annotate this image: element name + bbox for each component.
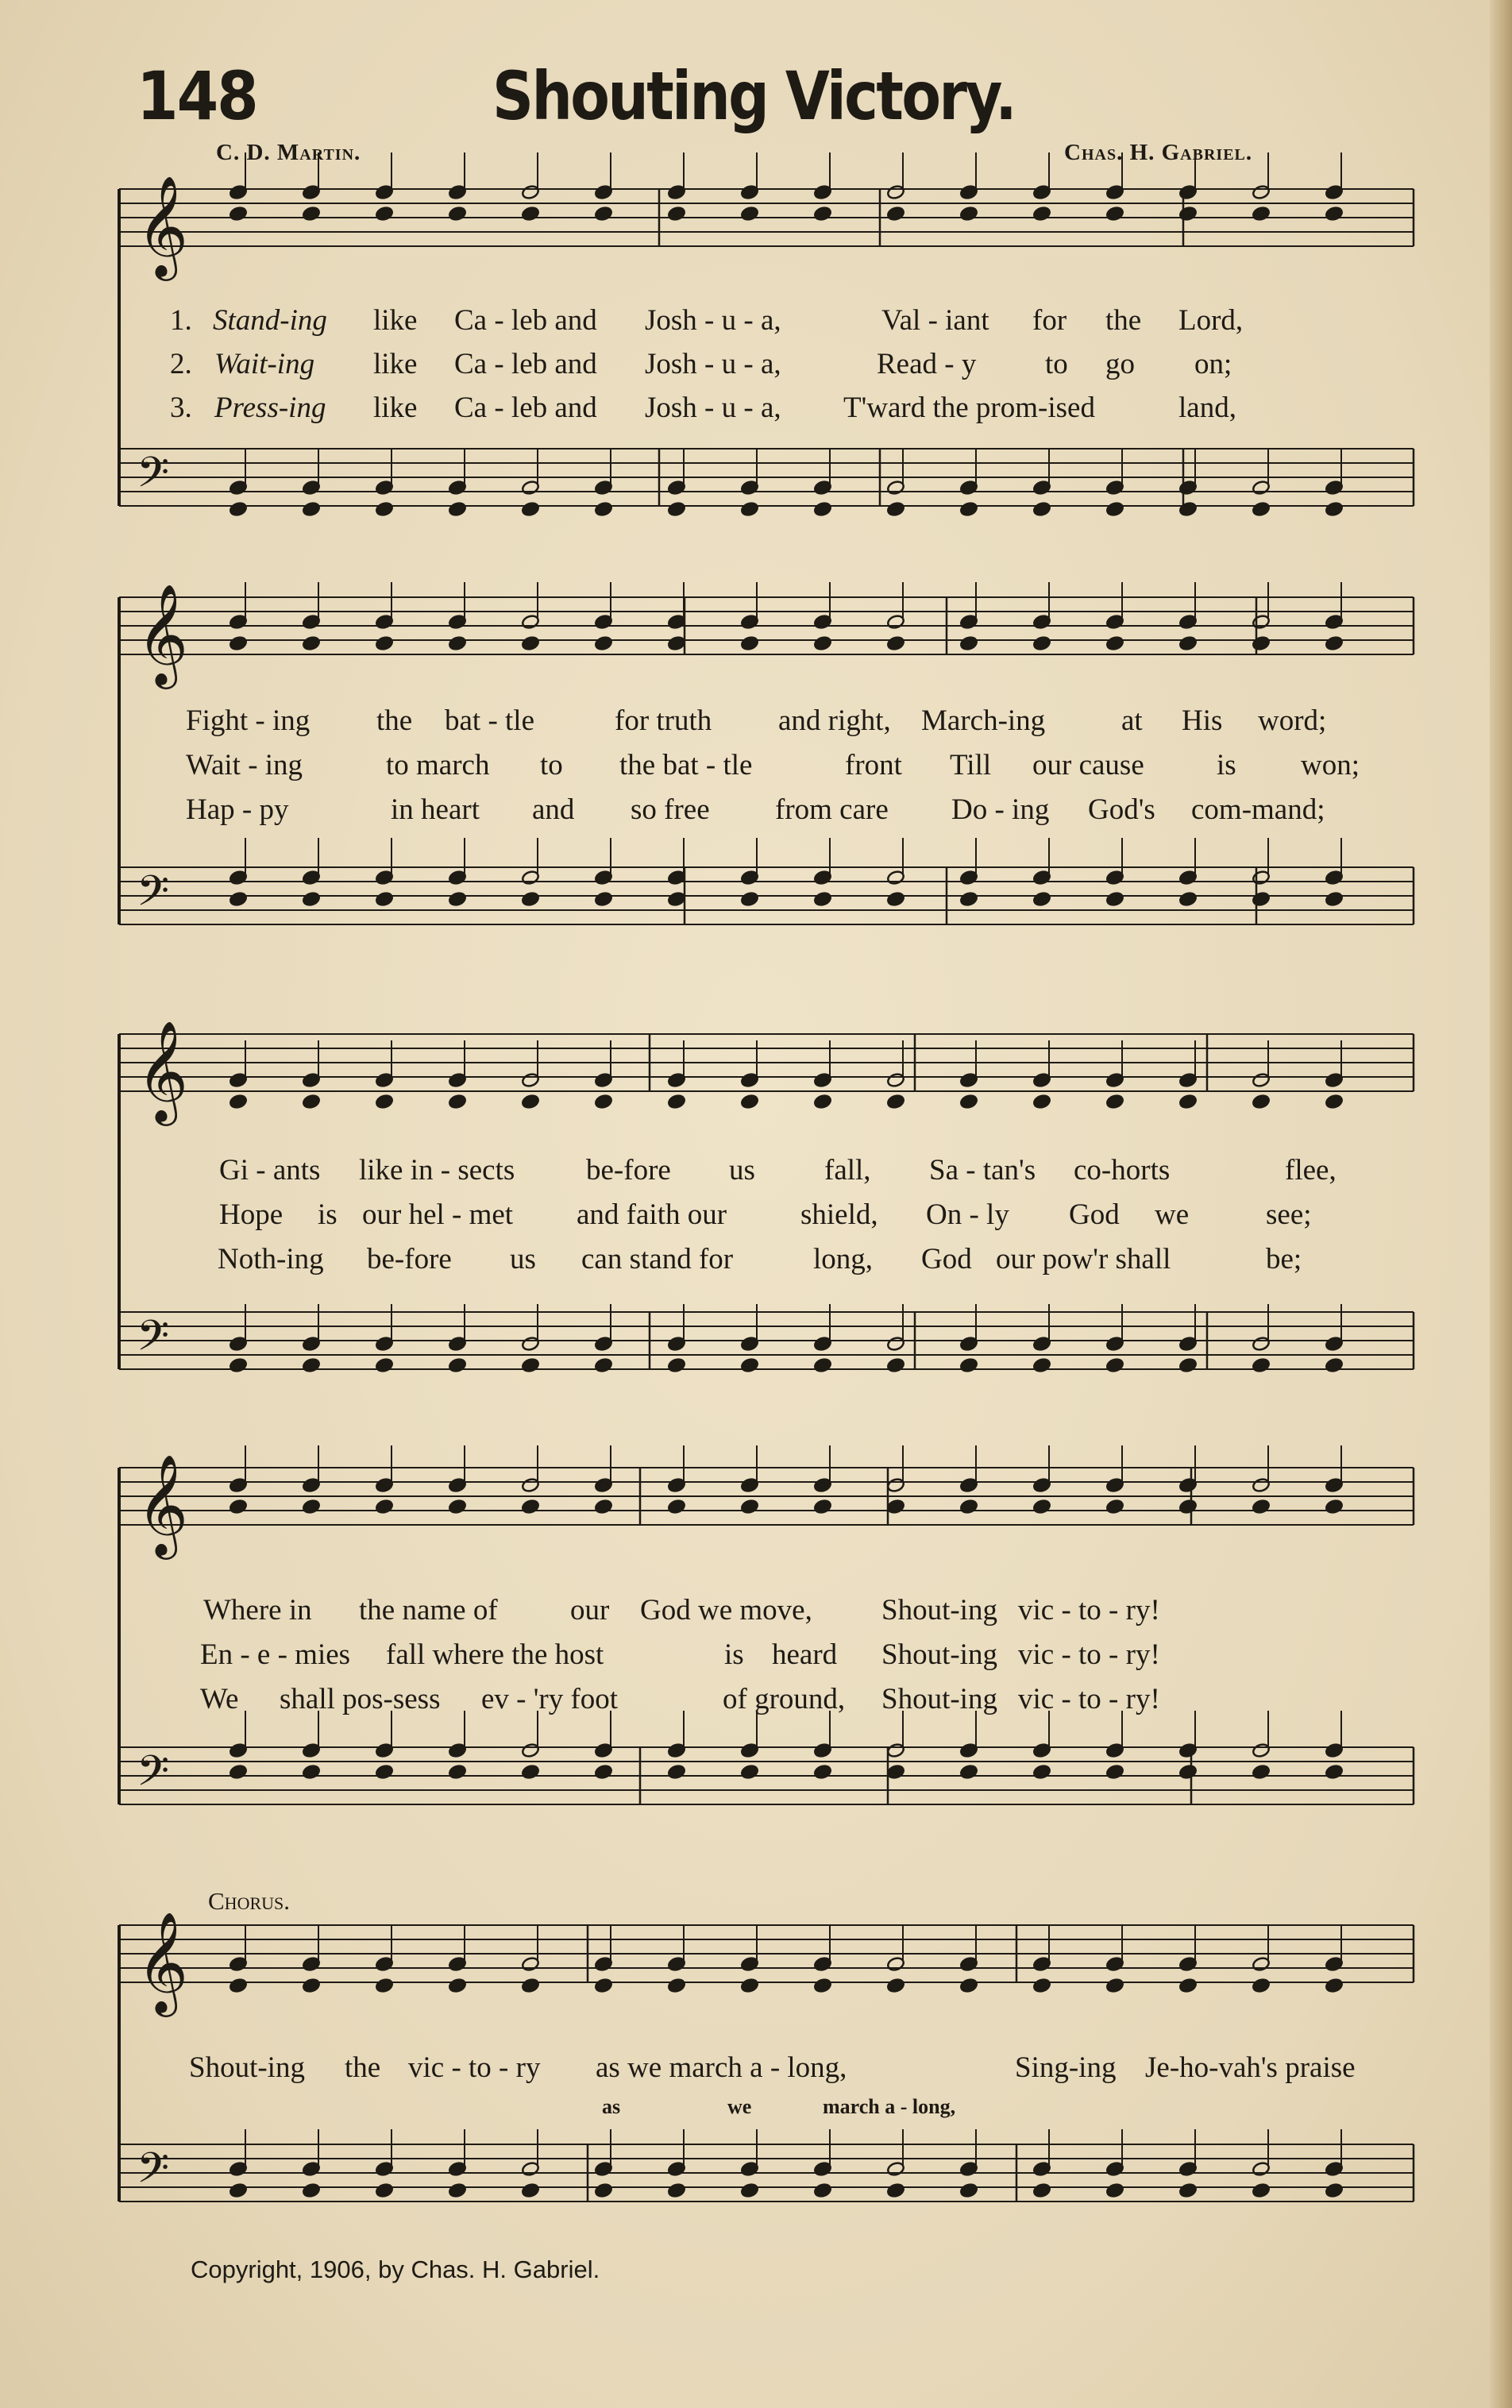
lyric-syllable: Read - y [877,348,977,380]
note-head [594,1764,613,1780]
lyric-syllable: is [724,1638,744,1671]
bass-clef-icon: 𝄢 [137,867,170,926]
lyric-syllable: for [1032,304,1067,337]
lyric-syllable: long, [813,1243,874,1275]
note-head [813,1764,832,1780]
note-head [667,501,686,517]
lyric-syllable: Where in [203,1594,312,1627]
note-head [302,501,321,517]
note-head [1032,1764,1051,1780]
note-head [740,891,759,907]
lyric-syllable: is [1217,749,1236,781]
note-head [375,1094,394,1109]
note-head [375,635,394,651]
lyric-syllable: Josh - u - a, [645,304,781,337]
lyric-syllable: vic - to - ry! [1018,1638,1160,1671]
note-head [886,1357,905,1373]
lyric-syllable: to march [386,749,490,781]
lyric-syllable: Till [950,749,992,781]
note-head [959,501,978,517]
lyric-syllable: God [1069,1198,1120,1231]
note-head [229,891,248,907]
note-head [375,1978,394,1993]
note-head [521,635,540,651]
note-head [1252,2182,1271,2198]
note-head [813,1357,832,1373]
lyric-syllable: fall where the host [386,1638,604,1671]
note-head [740,206,759,222]
lyric-syllable: T'ward the prom-ised [843,392,1095,424]
note-head [1252,1357,1271,1373]
lyric-syllable: can stand for [581,1243,734,1275]
note-head [959,1978,978,1993]
hymn-number: 148 [137,57,257,135]
note-head [1032,1499,1051,1515]
lyric-syllable: Shout-ing [881,1594,997,1627]
note-head [594,1499,613,1515]
lyric-syllable: Hope [219,1198,284,1231]
composer-credit: Chas. H. Gabriel. [1064,140,1253,165]
lyric-syllable: We [200,1683,239,1715]
bass-clef-icon: 𝄢 [137,1312,170,1371]
note-head [667,1094,686,1109]
lyric-syllable: at [1121,704,1143,737]
note-head [667,635,686,651]
note-head [375,1499,394,1515]
lyric-syllable: be-fore [367,1243,452,1275]
note-head [813,891,832,907]
lyric-syllable: Shout-ing [189,2051,305,2084]
lyric-syllable: Shout-ing [881,1683,997,1715]
lyric-syllable: land, [1178,392,1236,424]
lyric-syllable: Je-ho-vah's praise [1145,2051,1356,2084]
note-head [813,206,832,222]
note-head [521,2182,540,2198]
note-head [1178,635,1198,651]
note-head [229,1357,248,1373]
note-head [1252,501,1271,517]
lyric-syllable: us [510,1243,536,1275]
note-head [1252,1499,1271,1515]
note-head [229,635,248,651]
lyric-syllable: like [373,392,418,424]
bass-clef-icon: 𝄢 [137,2144,170,2203]
note-head [1032,1357,1051,1373]
note-head [740,1094,759,1109]
lyricist-credit: C. D. Martin. [216,140,361,165]
lyric-syllable: of ground, [723,1683,846,1715]
note-head [740,1357,759,1373]
note-head [886,1094,905,1109]
lyric-syllable: Ca - leb and [454,392,597,424]
treble-clef-icon: 𝄞 [137,1020,189,1121]
lyric-syllable: shall pos-sess [280,1683,441,1715]
lyric-syllable: like [373,304,418,337]
lyric-syllable: vic - to - ry [408,2051,541,2084]
note-head [1105,1094,1124,1109]
note-head [959,1357,978,1373]
lyric-syllable: Josh - u - a, [645,392,781,424]
bass-clef-icon: 𝄢 [137,449,170,507]
lyric-syllable: us [729,1154,755,1187]
note-head [959,2182,978,2198]
treble-clef-icon: 𝄞 [137,583,189,685]
lyric-syllable: fall, [824,1154,871,1187]
note-head [813,1499,832,1515]
note-head [229,1094,248,1109]
note-head [302,1764,321,1780]
note-head [1032,1094,1051,1109]
treble-clef-icon: 𝄞 [137,1453,189,1555]
note-head [302,1978,321,1993]
note-head [594,2182,613,2198]
lyric-syllable: as we march a - long, [596,2051,847,2084]
note-head [229,1764,248,1780]
lyric-syllable: Shout-ing [881,1638,997,1671]
note-head [375,1764,394,1780]
note-head [1178,1094,1198,1109]
note-head [302,635,321,651]
note-head [302,1094,321,1109]
lyric-syllable: word; [1258,704,1327,737]
note-head [886,2182,905,2198]
note-head [521,1764,540,1780]
lyric-syllable: Noth-ing [218,1243,324,1275]
lyric-syllable: and right, [778,704,891,737]
lyric-syllable: God's [1088,793,1155,826]
lyric-syllable: Gi - ants [219,1154,321,1187]
note-head [1325,1499,1344,1515]
treble-clef-icon: 𝄞 [137,1911,189,2012]
note-head [448,1764,467,1780]
lyric-syllable: Sa - tan's [929,1154,1036,1187]
note-head [1252,1978,1271,1993]
note-head [375,206,394,222]
note-head [375,1357,394,1373]
note-head [594,1357,613,1373]
lyric-syllable: En - e - mies [200,1638,351,1671]
note-head [302,1357,321,1373]
alt-lyric: march a - long, [823,2095,956,2118]
note-head [229,501,248,517]
note-head [1105,1499,1124,1515]
lyric-syllable: the [1105,304,1142,337]
note-head [302,206,321,222]
lyric-syllable: the bat - tle [619,749,753,781]
lyric-syllable: com-mand; [1191,793,1325,826]
treble-clef-icon: 𝄞 [137,175,189,276]
note-head [521,206,540,222]
note-head [886,891,905,907]
lyric-syllable: front [845,749,902,781]
note-head [667,1499,686,1515]
note-head [1032,891,1051,907]
lyric-syllable: bat - tle [445,704,535,737]
lyric-syllable: Do - ing [951,793,1050,826]
bass-clef-icon: 𝄢 [137,1747,170,1806]
lyric-syllable: shield, [800,1198,878,1231]
note-head [667,1978,686,1993]
note-head [1325,1978,1344,1993]
lyric-syllable: On - ly [926,1198,1009,1231]
note-head [1252,206,1271,222]
note-head [375,891,394,907]
lyric-syllable: Wait-ing [214,348,315,380]
note-head [1105,891,1124,907]
note-head [740,1499,759,1515]
note-head [667,206,686,222]
note-head [740,1764,759,1780]
note-head [1178,1978,1198,1993]
lyric-syllable: and [532,793,575,826]
alt-lyric: we [727,2095,752,2118]
note-head [521,1499,540,1515]
note-head [886,1764,905,1780]
note-head [1325,891,1344,907]
lyric-syllable: our pow'r shall [996,1243,1171,1275]
note-head [1032,1978,1051,1993]
lyric-syllable: see; [1266,1198,1312,1231]
lyric-syllable: so free [631,793,710,826]
lyric-syllable: Press-ing [214,392,326,424]
lyric-syllable: our hel - met [362,1198,514,1231]
lyric-syllable: go [1105,348,1135,380]
note-head [886,206,905,222]
note-head [1252,891,1271,907]
note-head [1252,635,1271,651]
note-head [521,891,540,907]
note-head [448,2182,467,2198]
note-head [229,2182,248,2198]
note-head [1105,206,1124,222]
note-head [813,2182,832,2198]
lyric-syllable: Lord, [1178,304,1244,337]
note-head [448,206,467,222]
lyric-syllable: is [318,1198,338,1231]
note-head [594,1978,613,1993]
note-head [521,501,540,517]
lyric-syllable: in heart [391,793,480,826]
note-head [813,501,832,517]
note-head [448,1978,467,1993]
lyric-syllable: March-ing [921,704,1046,737]
note-head [886,1978,905,1993]
note-head [1032,501,1051,517]
note-head [302,1499,321,1515]
note-head [959,1764,978,1780]
verse-number: 1. [170,304,192,337]
note-head [594,635,613,651]
note-head [229,1978,248,1993]
lyric-syllable: and faith our [577,1198,727,1231]
note-head [521,1357,540,1373]
lyric-syllable: like [373,348,418,380]
note-head [594,1094,613,1109]
note-head [229,206,248,222]
verse-number: 3. [170,392,192,424]
note-head [1325,1094,1344,1109]
note-head [813,635,832,651]
note-head [1105,1357,1124,1373]
note-head [1325,1764,1344,1780]
lyric-syllable: Wait - ing [186,749,303,781]
lyric-syllable: our [570,1594,610,1627]
lyric-syllable: ev - 'ry foot [481,1683,619,1715]
lyric-syllable: Val - iant [881,304,989,337]
note-head [448,1499,467,1515]
note-head [667,1764,686,1780]
note-head [1178,1764,1198,1780]
note-head [1325,501,1344,517]
note-head [1252,1764,1271,1780]
note-head [740,635,759,651]
lyric-syllable: God [921,1243,972,1275]
note-head [448,635,467,651]
note-head [667,891,686,907]
lyric-syllable: Hap - py [186,793,289,826]
note-head [959,891,978,907]
note-head [1178,206,1198,222]
note-head [375,501,394,517]
lyric-syllable: heard [772,1638,838,1671]
note-head [1105,1978,1124,1993]
note-head [886,1499,905,1515]
lyric-syllable: from care [775,793,889,826]
lyric-syllable: the name of [359,1594,498,1627]
chorus-label: Chorus. [208,1887,290,1915]
note-head [448,501,467,517]
note-head [959,635,978,651]
note-head [302,891,321,907]
note-head [1178,1357,1198,1373]
lyric-syllable: be-fore [586,1154,671,1187]
note-head [1325,1357,1344,1373]
lyric-syllable: like in - sects [359,1154,515,1187]
note-head [448,1357,467,1373]
note-head [594,501,613,517]
note-head [813,1978,832,1993]
note-head [813,1094,832,1109]
note-head [667,2182,686,2198]
lyric-syllable: won; [1301,749,1360,781]
lyric-syllable: the [376,704,413,737]
note-head [521,1978,540,1993]
note-head [302,2182,321,2198]
lyric-syllable: be; [1266,1243,1302,1275]
lyric-syllable: to [1045,348,1068,380]
lyric-syllable: on; [1194,348,1232,380]
note-head [1105,501,1124,517]
note-head [959,1094,978,1109]
note-head [959,1499,978,1515]
note-head [229,1499,248,1515]
lyric-syllable: Ca - leb and [454,348,597,380]
note-head [1032,635,1051,651]
note-head [1325,635,1344,651]
lyric-syllable: co-horts [1074,1154,1171,1187]
note-head [521,1094,540,1109]
note-head [1178,2182,1198,2198]
copyright-notice: Copyright, 1906, by Chas. H. Gabriel. [191,2256,600,2283]
lyric-syllable: Sing-ing [1015,2051,1117,2084]
note-head [740,1978,759,1993]
note-head [1032,206,1051,222]
alt-lyric: as [602,2095,621,2118]
lyric-syllable: for truth [615,704,712,737]
note-head [959,206,978,222]
note-head [1178,1499,1198,1515]
note-head [1252,1094,1271,1109]
note-head [448,1094,467,1109]
lyric-syllable: His [1182,704,1223,737]
note-head [1325,2182,1344,2198]
lyric-syllable: Fight - ing [186,704,310,737]
note-head [375,2182,394,2198]
lyric-syllable: God we move, [640,1594,812,1627]
lyric-syllable: vic - to - ry! [1018,1683,1160,1715]
note-head [594,206,613,222]
lyric-syllable: Ca - leb and [454,304,597,337]
note-head [1105,1764,1124,1780]
note-head [740,501,759,517]
lyric-syllable: Josh - u - a, [645,348,781,380]
note-head [1178,891,1198,907]
note-head [1178,501,1198,517]
note-head [1105,635,1124,651]
lyric-syllable: our cause [1032,749,1144,781]
note-head [886,501,905,517]
lyric-syllable: to [540,749,563,781]
note-head [667,1357,686,1373]
note-head [1032,2182,1051,2198]
lyric-syllable: we [1155,1198,1190,1231]
lyric-syllable: vic - to - ry! [1018,1594,1160,1627]
note-head [886,635,905,651]
note-head [740,2182,759,2198]
note-head [448,891,467,907]
note-head [594,891,613,907]
lyric-syllable: Stand-ing [213,304,327,337]
hymn-title: Shouting Victory. [492,57,1016,135]
lyric-syllable: flee, [1285,1154,1336,1187]
verse-number: 2. [170,348,192,380]
lyric-syllable: the [345,2051,381,2084]
note-head [1325,206,1344,222]
note-head [1105,2182,1124,2198]
